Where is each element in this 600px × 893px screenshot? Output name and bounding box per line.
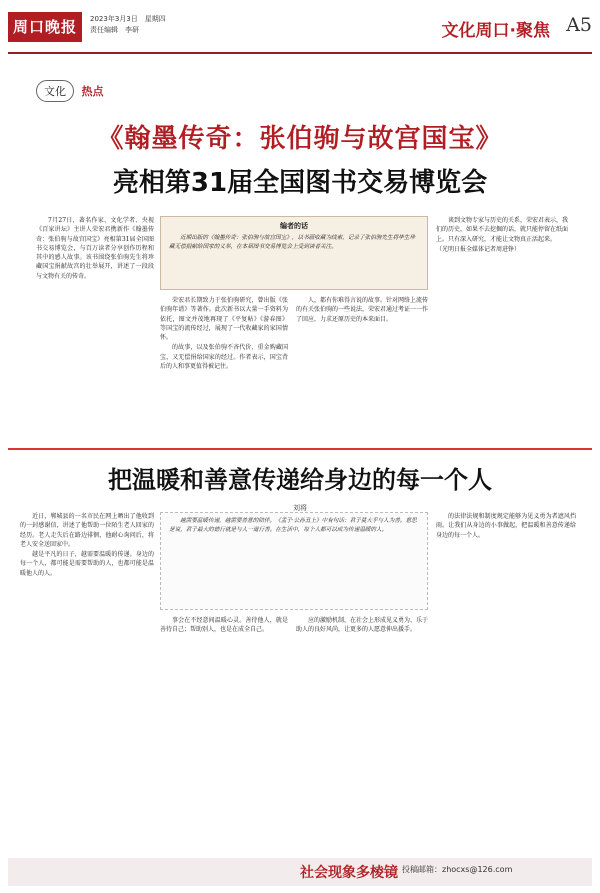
editor-note-text: 近期出版的《翰墨传奇：张伯驹与故宫国宝》，以书画收藏为线索，记录了张伯驹先生将毕生珍藏无偿捐献给国家的义举，在本届图书交易博览会上受到读者关注。 <box>169 235 415 250</box>
editor-note-title: 编者的话 <box>280 221 308 230</box>
story2-col4-text: 应的激励机制，在社会上形成见义勇为、乐于助人的良好风尚，让更多的人愿意伸出援手。 <box>296 617 428 634</box>
column-name: 社会现象多棱镜 <box>300 865 398 881</box>
issue-date: 2023年3月3日 星期四 <box>90 15 166 23</box>
page-number: A5 <box>566 14 592 36</box>
story1-credit: （光明日报全媒体记者周进铮） <box>436 245 521 253</box>
headline-main: 《翰墨传奇：张伯驹与故宫国宝》 <box>97 124 503 154</box>
byline-story2: 刘将 <box>293 504 307 512</box>
story1-col1-text: 7月27日，著名作家、文化学者、央视《百家讲坛》主讲人荣宏君携新作《翰墨传奇：张伯驹与故宫国宝》亮相第31届全国图书交易博览会，与百万读者分享创作历程和其中的感人故事。该书围绕张伯驹先生将珍藏国宝捐献故宫的壮举展开，讲述了一段段与文物有关的传奇。 <box>36 217 154 280</box>
story2-col2-text: 越是平凡的日子，越需要温暖的传递。身边的每一个人，都可能是需要帮助的人，也都可能是温暖他人的人。 <box>20 551 154 577</box>
quote-box <box>160 512 428 610</box>
story1-column-1 <box>36 216 154 446</box>
submission-email: 投稿邮箱：zhocxs@126.com <box>402 865 513 874</box>
story1-col5-text: 谈到文物专家与历史的关系，荣宏君表示，我们的历史，如果不去挖掘的话，就只能停留在纸面上。只有深入研究，才能让文物真正活起来。 <box>436 217 568 243</box>
section-divider <box>8 448 592 450</box>
story2-column-3 <box>296 616 428 852</box>
kicker-red: 热点 <box>81 85 104 98</box>
story2-column-2 <box>160 616 288 852</box>
masthead <box>8 8 592 54</box>
story2-column-4 <box>436 512 576 852</box>
story2-col1-text: 近日，郸城县的一名市民在网上晒出了他收到的一封感谢信，讲述了他帮助一位陌生老人回家的经历。老人走失后在路边徘徊，他耐心询问后，将老人安全送回家中。 <box>20 513 154 548</box>
story1-col3-text: 的故事，以及张伯驹不吝代价、重金购藏国宝，又无偿捐给国家的经过。作者表示，国宝背后的人和事更值得被记住。 <box>160 344 288 371</box>
quote-text: 越需要温暖传递，越需要善意的陪伴。《孟子·公孙丑上》中有句话：君子莫大乎与人为善。意思是说，君子最大的德行就是与人一道行善。在生活中，每个人都可以成为传递温暖的人。 <box>169 518 417 533</box>
story1-column-4 <box>436 216 568 446</box>
story1-col2-text: 荣宏君长期致力于张伯驹研究，曾出版《张伯驹年谱》等著作。此次新书以大量一手资料为依托，图文并茂地再现了《平复帖》《游春图》等国宝的流传经过，展现了一代收藏家的家国情怀。 <box>160 297 288 342</box>
story1-column-3 <box>296 296 428 446</box>
issue-info <box>90 14 166 36</box>
story2-col3-text: 事会在不经意间温暖心灵。善待他人，就是善待自己；帮助别人，也是在成全自己。 <box>160 617 288 634</box>
headline-sub: 亮相第31届全国图书交易博览会 <box>112 168 488 198</box>
headline-story2: 把温暖和善意传递给身边的每一个人 <box>108 466 492 494</box>
kicker-circle: 文化 <box>36 80 74 102</box>
story2-column-1 <box>20 512 154 852</box>
section-title: 文化周口·聚焦 <box>441 21 550 41</box>
kicker <box>36 80 104 102</box>
story1-column-2b <box>160 296 288 446</box>
story2-col5-text: 的法律法规和制度规定能够为见义勇为者遮风挡雨。让我们从身边的小事做起，把温暖和善意传递给身边的每一个人。 <box>436 513 576 539</box>
issue-editor: 责任编辑 李研 <box>90 26 139 34</box>
story1-col4-text: 人，都有你难得言说的故事。针对网络上流传的有关张伯驹的一些说法，荣宏君通过考证一一作了回应，力求还原历史的本来面目。 <box>296 297 428 323</box>
newspaper-logo: 周口晚报 <box>8 12 82 42</box>
editor-note <box>160 216 428 290</box>
